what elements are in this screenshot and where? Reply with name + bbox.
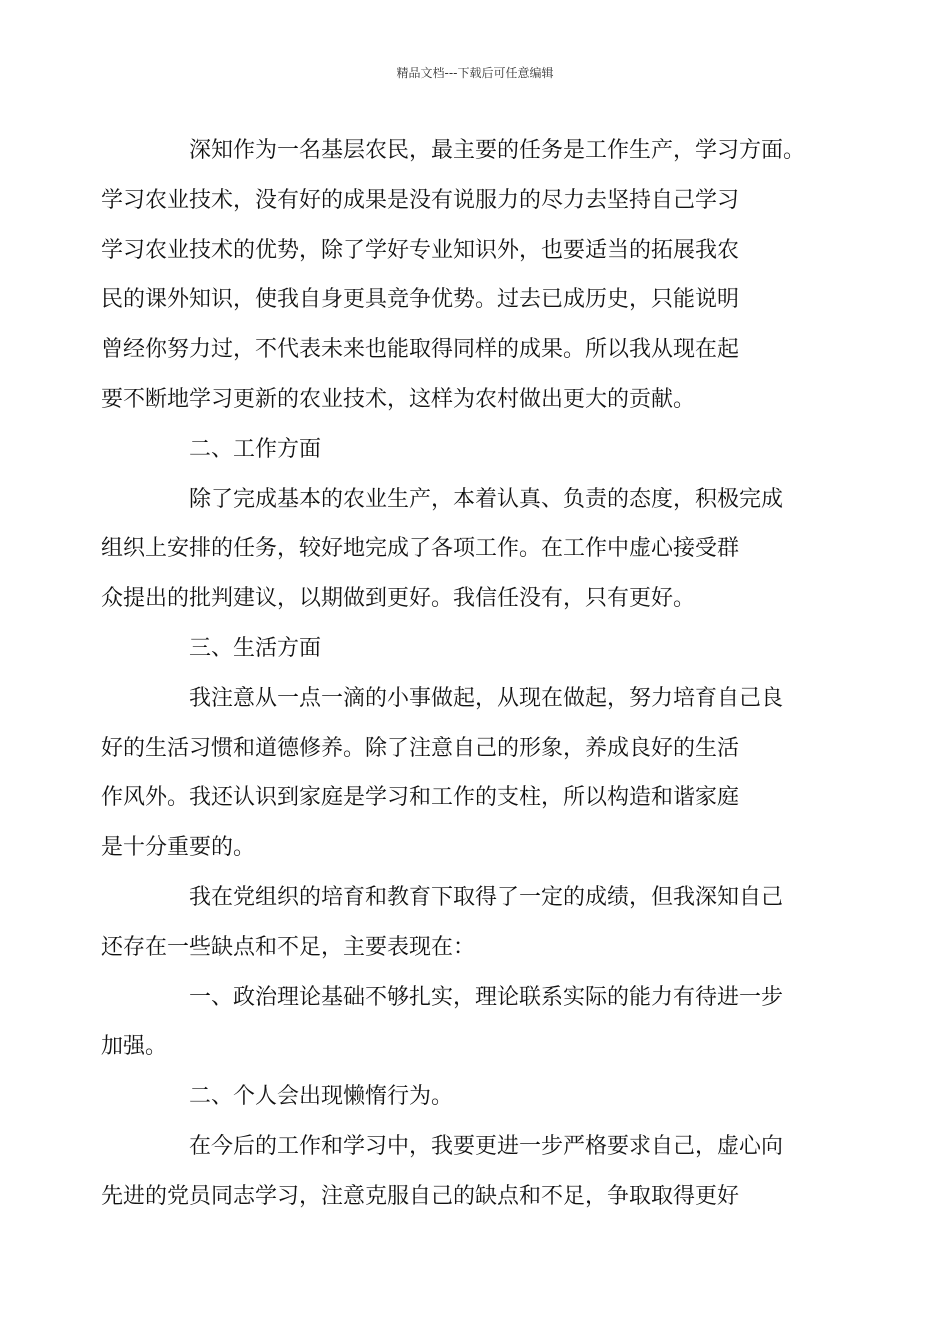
- text-line: 作风外。我还认识到家庭是学习和工作的支柱，所以构造和谐家庭: [101, 785, 740, 811]
- paragraph-work: [101, 475, 845, 624]
- text-line: 除了完成基本的农业生产，本着认真、负责的态度，积极完成: [189, 486, 784, 512]
- paragraph-future: [101, 1122, 845, 1222]
- text-line: 学习农业技术，没有好的成果是没有说服力的尽力去坚持自己学习: [101, 187, 740, 213]
- text-line: 要不断地学习更新的农业技术，这样为农村做出更大的贡献。: [101, 386, 696, 412]
- paragraph-shortcomings-intro: [101, 873, 845, 973]
- text-line: 好的生活习惯和道德修养。除了注意自己的形象，养成良好的生活: [101, 735, 740, 761]
- paragraph-study: [101, 126, 845, 425]
- section-heading-life: [145, 624, 845, 674]
- text-line: 曾经你努力过，不代表未来也能取得同样的成果。所以我从现在起: [101, 337, 740, 363]
- text-line: 是十分重要的。: [101, 835, 256, 861]
- text-line: 深知作为一名基层农民，最主要的任务是工作生产，学习方面。: [189, 138, 806, 163]
- page-header: 精品文档---下载后可任意编辑: [396, 66, 554, 80]
- text-line: 在今后的工作和学习中，我要更进一步严格要求自己，虚心向: [189, 1133, 784, 1159]
- text-line: 我在党组织的培育和教育下取得了一定的成绩，但我深知自己: [189, 884, 784, 910]
- text-line: 民的课外知识，使我自身更具竞争优势。过去已成历史，只能说明: [101, 287, 740, 313]
- text-line: 二、个人会出现懒惰行为。: [189, 1084, 454, 1110]
- heading-text: 二、工作方面: [189, 436, 322, 462]
- text-line: 我注意从一点一滴的小事做起，从现在做起，努力培育自己良: [189, 685, 784, 711]
- paragraph-life: [101, 674, 845, 873]
- text-line: 学习农业技术的优势，除了学好专业知识外，也要适当的拓展我农: [101, 237, 740, 263]
- text-line: 组织上安排的任务，较好地完成了各项工作。在工作中虚心接受群: [101, 536, 740, 562]
- text-line: 一、政治理论基础不够扎实，理论联系实际的能力有待进一步: [189, 984, 784, 1010]
- heading-text: 三、生活方面: [189, 635, 322, 661]
- section-heading-work: [145, 425, 845, 475]
- text-line: 加强。: [101, 1034, 168, 1060]
- paragraph-shortcoming-two: [145, 1072, 845, 1122]
- text-line: 众提出的批判建议，以期做到更好。我信任没有，只有更好。: [101, 586, 696, 612]
- text-line: 还存在一些缺点和不足，主要表现在：: [101, 934, 476, 960]
- text-line: 先进的党员同志学习，注意克服自己的缺点和不足，争取取得更好: [101, 1183, 740, 1209]
- paragraph-shortcoming-one: [101, 973, 845, 1073]
- document-body: [101, 126, 845, 1222]
